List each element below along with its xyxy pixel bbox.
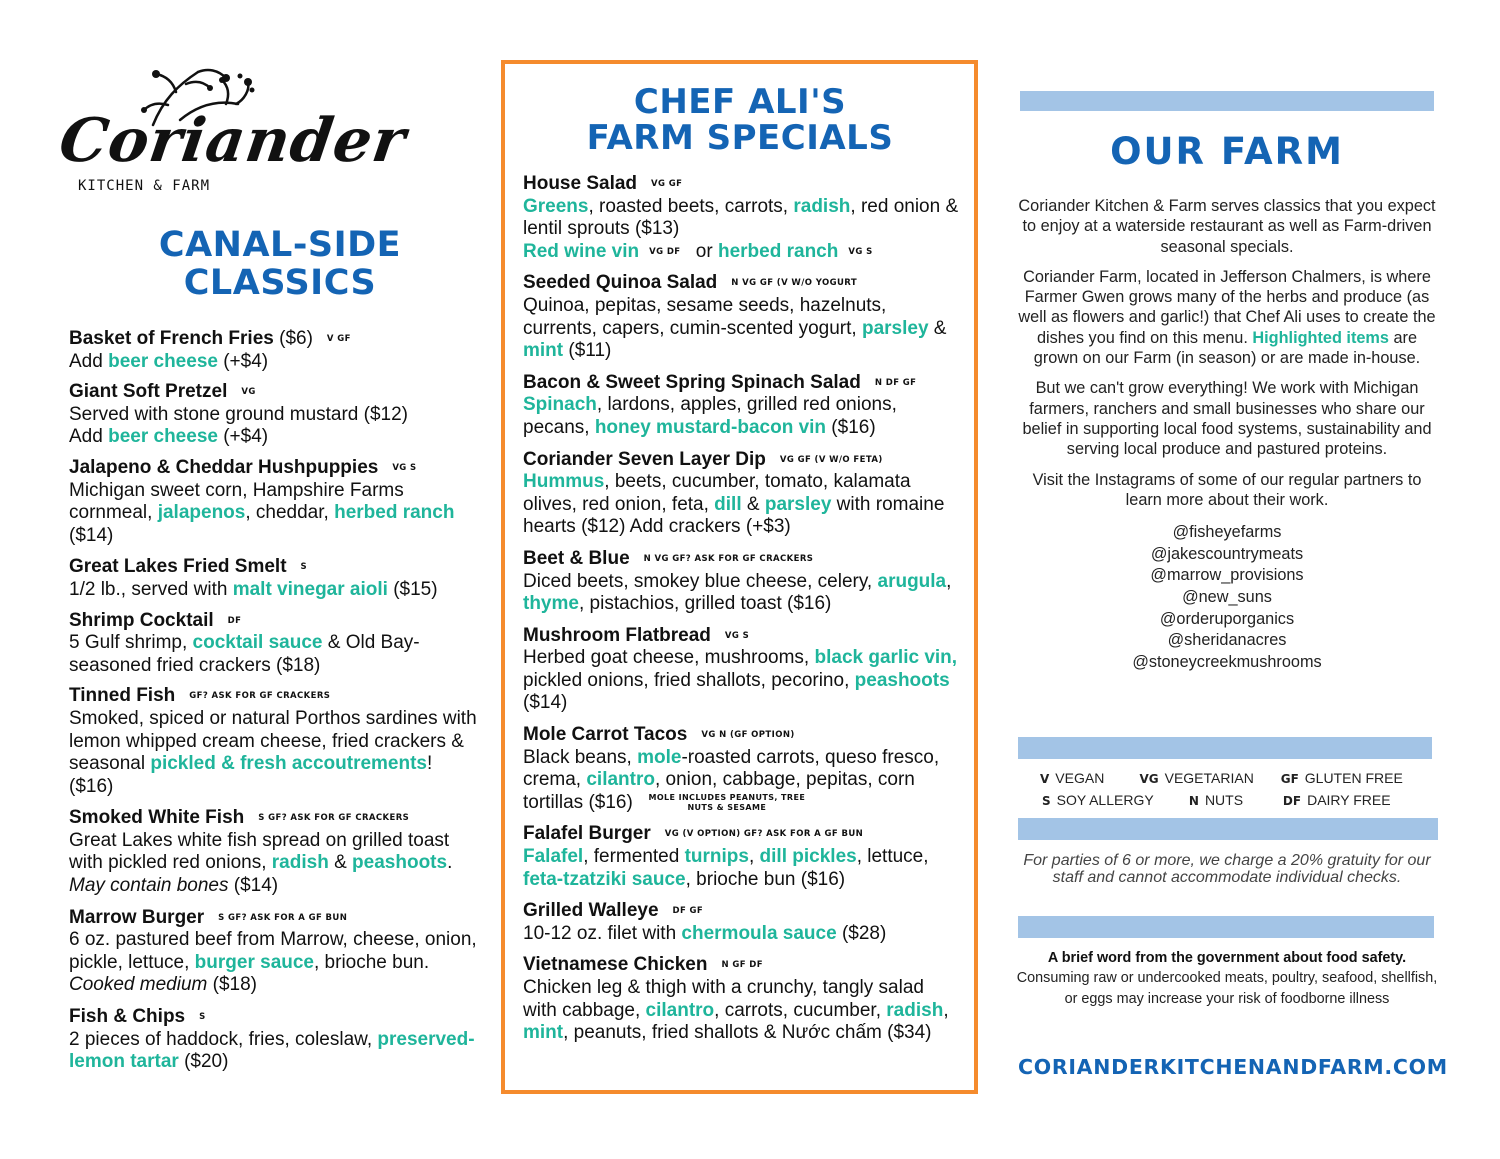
description-text: , beets, cucumber, tomato, kalamata olives, red onion, feta,	[523, 471, 911, 515]
description-text: Cooked medium	[69, 974, 208, 996]
menu-item-title: Shrimp Cocktail	[69, 609, 214, 631]
legend-label: VEGETARIAN	[1164, 770, 1254, 786]
farm-ingredient: radish	[886, 999, 944, 1021]
menu-item	[523, 724, 963, 814]
menu-item	[523, 173, 963, 263]
menu-item-title: Fish & Chips	[69, 1006, 186, 1028]
specials-list	[523, 173, 963, 1045]
classics-heading-line: CANAL-SIDE	[158, 225, 402, 265]
legend-label: NUTS	[1204, 792, 1244, 808]
menu-item	[523, 548, 963, 616]
instagram-handle[interactable]: @sheridanacres	[1167, 631, 1287, 650]
description-text: Diced beets, smokey blue cheese, celery,	[523, 570, 878, 592]
description-text: Chicken leg & thigh with a crunchy, tangly salad with cabbage,	[523, 977, 924, 1021]
legend-code: V	[1040, 772, 1050, 786]
farm-ingredient: cocktail sauce	[192, 632, 323, 654]
menu-item-description	[69, 632, 481, 677]
legend-entry	[1283, 790, 1420, 812]
farm-ingredient: mint	[523, 1022, 564, 1044]
logo-subtitle: KITCHEN & FARM	[78, 178, 211, 194]
menu-item-title: Grilled Walleye	[523, 900, 659, 922]
menu-item-title: Vietnamese Chicken	[523, 954, 708, 976]
menu-item	[69, 457, 481, 547]
divider-bar	[1018, 818, 1438, 840]
menu-item-description	[69, 929, 481, 997]
legend-entry	[1040, 768, 1139, 790]
menu-item-heading	[523, 449, 963, 472]
menu-item-description	[69, 480, 481, 548]
dietary-tags: S GF? ASK FOR A GF BUN	[218, 912, 348, 923]
menu-item	[69, 328, 481, 373]
divider-bar	[1018, 737, 1432, 759]
description-text: .	[447, 852, 453, 874]
menu-item-heading	[523, 954, 963, 977]
legend-code: S	[1042, 794, 1051, 808]
farm-ingredient: beer cheese	[108, 426, 218, 448]
legend-label: SOY ALLERGY	[1056, 792, 1154, 808]
description-text: May contain bones	[69, 875, 229, 897]
description-text: -roasted carrots, queso fresco, crema,	[523, 746, 940, 791]
legend-code: DF	[1282, 794, 1302, 808]
farm-ingredient: pickled & fresh accoutrements	[150, 753, 427, 775]
description-text: , brioche bun.	[314, 951, 430, 973]
farm-ingredient: Hummus	[523, 471, 605, 493]
instagram-handle[interactable]: @marrow_provisions	[1150, 566, 1304, 585]
farm-ingredient: feta-tzatziki sauce	[523, 868, 686, 890]
description-text: Smoked, spiced or natural Porthos sardines with lemon whipped cream cheese, fried crackers & seasonal	[69, 707, 477, 775]
logo-wordmark: Coriander	[55, 106, 411, 176]
menu-item-description	[69, 830, 481, 898]
description-text: , brioche bun ($16)	[685, 868, 846, 890]
menu-item-title: Smoked White Fish	[69, 807, 245, 829]
dietary-tags: VG (V OPTION) GF? ASK FOR A GF BUN	[664, 829, 864, 840]
farm-paragraph: Coriander Farm, located in Jefferson Chalmers, is where Farmer Gwen grows many of the herbs and produce (as well as flowers and garlic!) that Chef Ali uses to create the dishes you find on this menu. Highlighted items are grown on our Farm (in season) or are made in-house.	[1018, 267, 1436, 368]
menu-item	[523, 625, 963, 715]
menu-item-description	[523, 846, 963, 891]
description-text: 5 Gulf shrimp,	[69, 632, 193, 654]
instagram-list	[1016, 522, 1438, 673]
farm-ingredient: cilantro	[586, 769, 655, 791]
menu-item-description	[523, 647, 963, 715]
menu-item-heading	[523, 900, 963, 923]
menu-item-title: Tinned Fish	[69, 685, 176, 707]
dietary-legend	[1040, 768, 1420, 812]
dietary-tags: VG S	[392, 462, 417, 473]
menu-item-heading	[69, 807, 481, 830]
menu-item	[69, 381, 481, 449]
legend-code: VG	[1139, 772, 1159, 786]
menu-item	[523, 954, 963, 1044]
menu-item	[69, 807, 481, 897]
classics-heading-line: CLASSICS	[183, 263, 377, 303]
menu-item-description	[523, 241, 963, 264]
description-text: Great Lakes white fish spread on grilled toast with pickled red onions,	[69, 829, 450, 874]
farm-ingredient: peashoots	[352, 852, 448, 874]
farm-ingredient: arugula	[877, 570, 947, 592]
food-safety-body: Consuming raw or undercooked meats, poultry, seafood, shellfish, or eggs may increase your risk of foodborne illness	[1016, 970, 1438, 1007]
dietary-tags: VG GF	[651, 179, 683, 189]
classics-list	[69, 328, 481, 1074]
instagram-handle[interactable]: @orderuporganics	[1159, 609, 1295, 628]
menu-item-description	[69, 579, 481, 602]
farm-ingredient: radish	[793, 195, 851, 217]
menu-item-title: Mushroom Flatbread	[523, 624, 711, 646]
description-text: , lettuce,	[856, 846, 929, 868]
dietary-tags: N VG GF? ASK FOR GF CRACKERS	[643, 553, 814, 564]
gratuity-note: For parties of 6 or more, we charge a 20% gratuity for our staff and cannot accommodate individual checks.	[1023, 852, 1431, 886]
farm-ingredient: jalapenos	[157, 502, 246, 524]
description-text: (+$4)	[217, 426, 269, 448]
legend-entry	[1189, 790, 1283, 812]
legend-code: GF	[1280, 772, 1299, 786]
legend-entry	[1281, 768, 1420, 790]
dietary-tags: DF	[227, 615, 242, 626]
description-text: pickled onions, fried shallots, pecorino,	[523, 669, 855, 691]
dietary-tags: N VG GF (V W/O YOGURT	[731, 278, 858, 289]
divider-bar	[1020, 91, 1434, 111]
dietary-tags: GF? ASK FOR GF CRACKERS	[189, 691, 331, 702]
legend-label: VEGAN	[1055, 770, 1105, 786]
menu-item	[69, 907, 481, 997]
farm-ingredient: turnips	[684, 846, 749, 868]
description-text: Served with stone ground mustard ($12)	[69, 403, 409, 425]
description-text: 2 pieces of haddock, fries, coleslaw,	[69, 1028, 378, 1050]
description-text: , lardons, apples, grilled red onions, pecans,	[523, 394, 897, 438]
legend-label: GLUTEN FREE	[1304, 770, 1403, 786]
legend-row	[1040, 790, 1420, 812]
menu-item-description	[523, 295, 963, 363]
dietary-tags: DF GF	[672, 906, 704, 917]
description-text: ($18)	[207, 974, 257, 996]
menu-item-description	[523, 747, 963, 815]
farm-ingredient: parsley	[861, 317, 929, 339]
menu-item-description	[523, 196, 963, 241]
farm-ingredient: mole	[637, 746, 682, 768]
menu-item-heading	[69, 381, 481, 404]
description-text: with romaine hearts ($12) Add crackers (+$3)	[523, 493, 945, 538]
menu-item-heading	[69, 685, 481, 708]
menu-item-heading	[69, 1006, 481, 1029]
menu-item	[523, 823, 963, 891]
description-text: , peanuts, fried shallots & Nước chấm ($34)	[563, 1022, 932, 1044]
farm-ingredient: Falafel	[523, 846, 584, 868]
instagram-handle[interactable]: @stoneycreekmushrooms	[1132, 652, 1322, 671]
farm-text	[1016, 196, 1438, 673]
specials-heading-line: CHEF ALI'S	[633, 82, 847, 122]
menu-item	[69, 556, 481, 601]
description-text: , cheddar,	[245, 502, 335, 524]
dietary-tags: VG	[241, 387, 256, 398]
dietary-tags: S	[300, 562, 308, 573]
farm-ingredient: burger sauce	[194, 951, 314, 973]
menu-item-heading	[523, 173, 963, 196]
farm-ingredient: malt vinegar aioli	[232, 578, 388, 600]
description-text: ($16)	[826, 416, 876, 438]
description-text: ,	[946, 570, 952, 592]
description-text: Herbed goat cheese, mushrooms,	[523, 647, 815, 669]
dietary-tags: S	[199, 1012, 206, 1023]
description-text: & Old Bay-seasoned fried crackers ($18)	[69, 632, 420, 676]
farm-paragraph: Coriander Kitchen & Farm serves classics that you expect to enjoy at a waterside restaurant as well as Farm-driven seasonal specials.	[1018, 197, 1436, 256]
farm-paragraph: But we can't grow everything! We work with Michigan farmers, ranchers and small businesses who share our belief in supporting local food systems, sustainability and serving local produce and pastured proteins.	[1022, 379, 1432, 459]
menu-item-title: Seeded Quinoa Salad	[523, 272, 718, 294]
dietary-tags: VG S	[848, 246, 873, 257]
menu-item-description	[69, 1029, 481, 1074]
farm-ingredient: herbed ranch	[717, 240, 839, 262]
dietary-tags: N DF GF	[874, 377, 917, 388]
legend-row	[1040, 768, 1420, 790]
farm-heading: OUR FARM	[1110, 130, 1344, 173]
menu-item-title: Coriander Seven Layer Dip	[523, 448, 766, 470]
farm-ingredient: black garlic vin,	[814, 647, 958, 669]
dietary-tags: VG DF	[649, 246, 681, 257]
description-text: Add	[69, 350, 109, 372]
description-text: , red onion & lentil sprouts ($13)	[523, 195, 959, 240]
farm-ingredient: honey mustard-bacon vin	[594, 416, 827, 438]
farm-ingredient: parsley	[764, 493, 832, 515]
menu-item-heading	[69, 907, 481, 930]
description-text: , fermented	[583, 846, 685, 868]
instagram-handle[interactable]: @fisheyefarms	[1172, 523, 1282, 542]
farm-ingredient: radish	[271, 852, 329, 874]
menu-item-description	[523, 471, 963, 539]
description-text: ($14)	[523, 692, 568, 714]
menu-item-title: Marrow Burger	[69, 906, 205, 928]
menu-item	[523, 272, 963, 362]
menu-item-description	[69, 351, 481, 374]
description-text: ($14)	[69, 524, 114, 546]
menu-item	[69, 610, 481, 678]
menu-item-title: Beet & Blue	[523, 547, 630, 569]
dietary-tags: N GF DF	[721, 960, 763, 971]
description-text: , roasted beets, carrots,	[588, 195, 794, 217]
menu-item-heading	[523, 372, 963, 395]
menu-item-title: Basket of French Fries	[69, 328, 274, 349]
menu-item	[523, 449, 963, 539]
menu-item-heading	[69, 610, 481, 633]
farm-ingredient: peashoots	[854, 669, 950, 691]
divider-bar	[1018, 916, 1434, 938]
description-text: Black beans,	[523, 746, 638, 768]
specials-heading-line: FARM SPECIALS	[586, 118, 894, 158]
menu-item-description	[523, 394, 963, 439]
menu-item-description	[69, 426, 481, 449]
menu-item-title: Mole Carrot Tacos	[523, 724, 688, 746]
menu-item-title: Bacon & Sweet Spring Spinach Salad	[523, 371, 861, 393]
description-text: ($28)	[836, 922, 887, 944]
description-text: ($15)	[387, 578, 438, 600]
menu-item-title: Great Lakes Fried Smelt	[69, 556, 287, 578]
menu-item-title: Giant Soft Pretzel	[69, 381, 228, 403]
farm-ingredient: cilantro	[645, 999, 715, 1021]
menu-item	[69, 1006, 481, 1074]
dietary-tags: VG S	[724, 630, 750, 641]
farm-ingredient: herbed ranch	[334, 502, 455, 524]
instagram-handle[interactable]: @new_suns	[1182, 587, 1272, 606]
menu-item-description	[69, 404, 481, 427]
menu-item-heading	[523, 823, 963, 846]
menu-item-description	[523, 571, 963, 616]
description-text: ($20)	[178, 1051, 229, 1073]
description-text: , pistachios, grilled toast ($16)	[578, 593, 832, 615]
legend-entry	[1042, 790, 1189, 812]
description-text: ,	[748, 846, 760, 868]
menu-item-description	[69, 708, 481, 798]
menu-item-title: Jalapeno & Cheddar Hushpuppies	[69, 456, 379, 478]
menu-item-heading	[523, 548, 963, 571]
food-safety-notice	[1016, 948, 1438, 1009]
dietary-tags: VG N (GF OPTION)	[701, 730, 795, 741]
farm-ingredient: preserved-lemon tartar	[69, 1028, 475, 1073]
legend-entry	[1139, 768, 1280, 790]
menu-item-heading	[523, 724, 963, 747]
description-text: Quinoa, pepitas, sesame seeds, hazelnuts, currents, capers, cumin-scented yogurt,	[523, 294, 887, 339]
description-text: &	[328, 852, 353, 874]
farm-ingredient: dill pickles	[759, 846, 857, 868]
farm-ingredient: mint	[523, 340, 564, 362]
specials-heading	[505, 84, 975, 156]
description-text: ! ($16)	[69, 753, 433, 797]
highlighted-items-label: Highlighted items	[1252, 328, 1389, 347]
menu-item	[523, 900, 963, 945]
website-link[interactable]: CORIANDERKITCHENANDFARM.COM	[1018, 1055, 1448, 1079]
menu-item-heading	[69, 457, 481, 480]
dietary-tags: MOLE INCLUDES PEANUTS, TREE NUTS & SESAME	[648, 792, 806, 812]
instagram-handle[interactable]: @jakescountrymeats	[1150, 544, 1304, 563]
description-text: or	[690, 240, 718, 262]
menu-item-price: ($6)	[273, 328, 313, 349]
menu-item	[523, 372, 963, 440]
legend-label: DAIRY FREE	[1307, 792, 1391, 808]
dietary-tags: S GF? ASK FOR GF CRACKERS	[258, 813, 410, 824]
legend-code: N	[1188, 794, 1199, 808]
farm-ingredient: chermoula sauce	[681, 922, 837, 944]
dietary-tags: V GF	[326, 334, 351, 344]
farm-ingredient: dill	[714, 493, 742, 515]
description-text: 6 oz. pastured beef from Marrow, cheese, onion, pickle, lettuce,	[69, 929, 477, 973]
description-text: ,	[943, 999, 949, 1021]
menu-item-description	[523, 977, 963, 1045]
menu-item-description	[523, 923, 963, 946]
menu-item-heading	[523, 625, 963, 648]
description-text: &	[741, 493, 765, 515]
logo	[55, 60, 411, 200]
menu-item-title: Falafel Burger	[523, 823, 651, 845]
description-text: (+$4)	[217, 350, 269, 372]
description-text: 10-12 oz. filet with	[523, 922, 682, 944]
description-text: &	[928, 317, 947, 339]
menu-item-heading	[69, 328, 481, 351]
description-text: , onion, cabbage, pepitas, corn tortillas ($16)	[523, 769, 915, 813]
description-text: , carrots, cucumber,	[714, 999, 887, 1021]
farm-paragraph: Visit the Instagrams of some of our regular partners to learn more about their work.	[1032, 470, 1422, 509]
description-text: Add	[69, 426, 109, 448]
menu-item-title: House Salad	[523, 173, 638, 194]
farm-ingredient: Red wine vin	[523, 240, 640, 262]
classics-heading	[80, 226, 480, 302]
description-text: ($11)	[563, 340, 612, 362]
food-safety-title: A brief word from the government about food safety.	[1047, 950, 1407, 966]
farm-ingredient: Greens	[523, 195, 589, 217]
menu-item-heading	[523, 272, 963, 295]
description-text: 1/2 lb., served with	[69, 578, 233, 600]
description-text: ($14)	[228, 875, 279, 897]
farm-ingredient: beer cheese	[108, 350, 218, 372]
farm-ingredient: Spinach	[523, 394, 597, 416]
description-text: Michigan sweet corn, Hampshire Farms cornmeal,	[69, 479, 404, 524]
farm-ingredient: thyme	[523, 593, 579, 615]
menu-item-heading	[69, 556, 481, 579]
dietary-tags: VG GF (V W/O FETA)	[779, 454, 883, 465]
menu-item	[69, 685, 481, 798]
